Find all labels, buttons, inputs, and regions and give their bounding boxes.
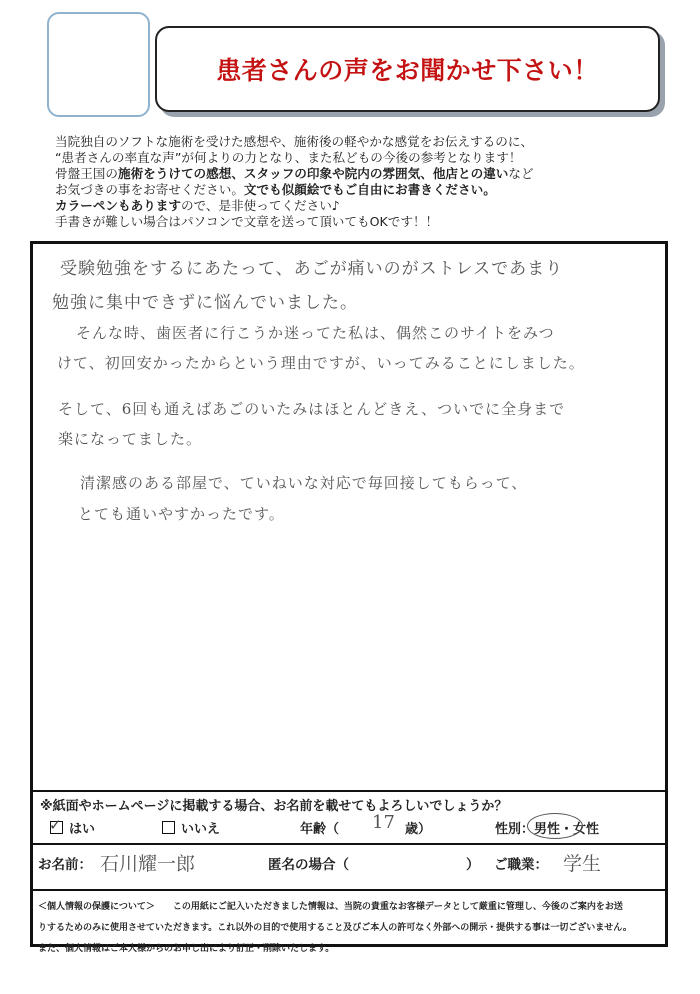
gender-separator: ・ — [560, 822, 574, 837]
intro-bold-segment: 文でも似顔絵でもご自由にお書きください。 — [243, 181, 496, 197]
intro-line-5 — [55, 198, 675, 214]
handwriting-line: そして、6回も通えばあごのいたみはほとんどきえ、ついでに全身まで — [58, 400, 566, 418]
occupation-label: ご職業： — [494, 857, 548, 873]
anonymous-label: 匿名の場合（ — [268, 857, 349, 873]
gender-label: 性別： — [495, 822, 535, 837]
intro-line-2: “患者さんの率直な声”が何よりの力となり、また私どもの今後の参考となります！ — [55, 149, 522, 165]
privacy-notice — [38, 897, 632, 960]
intro-text-segment: お気づきの事をお寄せください。 — [55, 181, 244, 197]
section-divider — [33, 790, 665, 792]
intro-text — [55, 134, 675, 229]
name-label: お名前： — [38, 857, 92, 873]
handwriting-line: そんな時、歯医者に行こうか迷ってた私は、偶然このサイトをみつ — [76, 324, 555, 342]
privacy-line-1: ＜個人情報の保護について＞ この用紙にご記入いただきました情報は、当院の貴重なお客様データとして厳重に管理し、今後のご案内をお送 — [38, 902, 623, 912]
handwriting-line: 勉強に集中できずに悩んでいました。 — [52, 293, 358, 313]
gender-female-option[interactable]: 女性 — [573, 822, 600, 837]
comment-box — [30, 241, 668, 947]
title-box — [155, 26, 660, 112]
intro-line-1: 当院独自のソフトな施術を受けた感想や、施術後の軽やかな感覚をお伝えするのに、 — [55, 134, 534, 149]
consent-yes-option[interactable] — [50, 818, 95, 837]
handwriting-line: けて、初回安かったからという理由ですが、いってみることにしました。 — [57, 354, 585, 372]
handwriting-line: 清潔感のある部屋で、ていねいな対応で毎回接してもらって、 — [80, 474, 528, 492]
yes-checkbox[interactable] — [49, 816, 63, 834]
page-title: 患者さんの声をお聞かせ下さい！ — [216, 56, 599, 85]
handwriting-line: とても通いやすかったです。 — [78, 505, 285, 523]
handwriting-line: 楽になってました。 — [58, 430, 203, 448]
no-checkbox[interactable] — [162, 821, 175, 834]
intro-text-segment: ので、是非使ってください♪ — [180, 197, 340, 213]
intro-bold-segment: カラーペンもあります — [55, 197, 181, 213]
age-value[interactable]: 17 — [372, 812, 395, 833]
photo-placeholder — [47, 12, 150, 117]
gender-male-option[interactable]: 男性 — [534, 822, 561, 837]
consent-no-option[interactable] — [162, 818, 220, 837]
occupation-value[interactable]: 学生 — [563, 853, 602, 875]
age-suffix: 歳） — [405, 822, 432, 837]
name-value[interactable]: 石川耀一郎 — [100, 853, 196, 875]
intro-text-segment: 骨盤王国の — [55, 165, 118, 181]
privacy-line-3: また、個人情報はご本人様からのお申し出により訂正・削除いたします。 — [38, 944, 335, 954]
intro-bold-segment: 施術をうけての感想、スタッフの印象や院内の雰囲気、他店との違い — [117, 165, 509, 181]
no-label: いいえ — [181, 822, 221, 837]
intro-line-4 — [55, 182, 675, 198]
intro-text-segment: など — [508, 165, 534, 181]
anonymous-close: ） — [466, 857, 480, 873]
check-mark-icon: ✓ — [49, 816, 62, 834]
yes-label: はい — [69, 822, 96, 837]
section-divider — [33, 843, 665, 845]
male-circle-mark — [527, 813, 583, 839]
privacy-line-2: りするためのみに使用させていただきます。これ以外の目的で使用すること及びご本人の許可なく外部への開示・提供する事は一切ございません。 — [38, 923, 632, 933]
consent-question: ※紙面やホームページに掲載する場合、お名前を載せてもよろしいでしょうか？ — [40, 799, 508, 814]
intro-line-3 — [55, 166, 675, 182]
intro-line-6: 手書きが難しい場合はパソコンで文章を送って頂いてもOKです！！ — [55, 213, 439, 229]
section-divider — [33, 889, 665, 891]
age-label: 年齢（ — [300, 822, 340, 837]
handwriting-line: 受験勉強をするにあたって、あごが痛いのがストレスであまり — [60, 259, 564, 279]
